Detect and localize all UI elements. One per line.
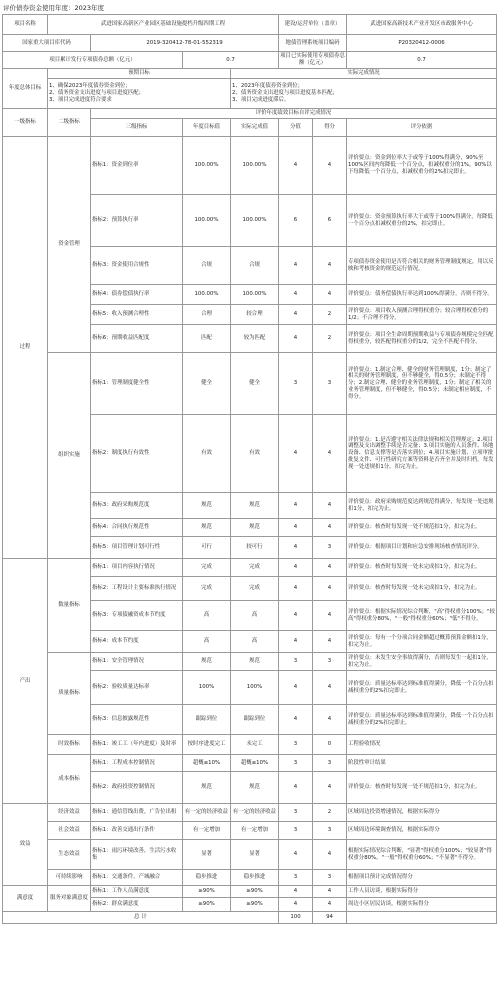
actual-value: 100%: [231, 671, 279, 705]
remark-text: 评价要点：1.制定合理、健全的财务管理制度，1分；制定了相关的财务管理制度，但不够健全，得0.5分；未制定不得分；2.制定合理、健全的业务管理制度，1分；制定了相关的业务管理制度，但不够健全，得0.5分；未制定相应制度，不得分。: [347, 353, 497, 415]
target-value: 合规: [183, 247, 231, 285]
got-value: 4: [313, 137, 347, 195]
indicator-name: 指标1：项目内容执行情况: [91, 559, 183, 577]
got-value: 3: [313, 870, 347, 886]
remark-header: 评分依据: [347, 119, 497, 137]
target-value: 100.00%: [183, 195, 231, 247]
target-value: 完成: [183, 577, 231, 601]
level2-header: 二级指标: [48, 109, 91, 137]
actual-value: 规范: [231, 493, 279, 519]
actual-header: 实际完成值: [231, 119, 279, 137]
indicator-name: 指标3：信息披露规范性: [91, 705, 183, 735]
total-remark: [347, 912, 497, 924]
indicator-name: 指标1：交通条件，产城融合: [91, 870, 183, 886]
target-header: 年度目标值: [183, 119, 231, 137]
table-row: [3, 886, 497, 898]
target-value: ≥90%: [183, 898, 231, 912]
actual-value: 有效: [231, 415, 279, 493]
remark-text: 评价要点：项目全生命周期预期收益与专项债券规模完全匹配得权重分，较匹配得权重分的1/2，完全不匹配不得分。: [347, 325, 497, 353]
indicator-name: 指标3：政府采购规范度: [91, 493, 183, 519]
score-value: 6: [279, 195, 313, 247]
actual-value: 未完工: [231, 735, 279, 755]
remark-text: 评价要点：质量达标率达到标准值得满分，降低一个百分点扣减权重分的2%扣完即止。: [347, 705, 497, 735]
target-value: 完成: [183, 559, 231, 577]
target-value: 规范: [183, 772, 231, 804]
table-row: [3, 755, 497, 772]
got-value: 4: [313, 415, 347, 493]
target-value: 健全: [183, 353, 231, 415]
score-value: 3: [279, 755, 313, 772]
actual-goal-text: 1、2023年度债券资金到位； 2、债务资金支出进度与项目进度基本匹配； 3、项目完成进度滞后。: [231, 79, 497, 109]
actual-value: 较可行: [231, 537, 279, 559]
project-code: 2019-320412-78-01-552319: [91, 35, 279, 52]
got-value: 2: [313, 305, 347, 325]
indicator-name: 指标4：合同执行规范性: [91, 519, 183, 537]
level1-cell: 效益: [3, 804, 48, 886]
actual-value: 100.00%: [231, 195, 279, 247]
remark-text: 评价要点：资金到位率大于或等于100%得满分，90%至100%区间内每降低一个百分点，扣减权重分的1%，90%以下每降低一个百分点，扣减权重分的2%扣完即止。: [347, 137, 497, 195]
actual-value: 规范: [231, 653, 279, 671]
actual-value: 健全: [231, 353, 279, 415]
score-header: 分值: [279, 119, 313, 137]
plan-goal-text: 1、确保2023年度债券资金到位； 2、债务资金支出进度与项目进度匹配； 3、项目完成进度符合要求: [48, 79, 231, 109]
indicator-name: 指标4：债券偿债执行率: [91, 285, 183, 305]
remark-text: 周边小区居民访谈，根据实际得分: [347, 898, 497, 912]
unit-label: 建设/运营单位（盖章）: [279, 15, 347, 35]
indicator-name: 指标1：通信管线出费，广告位出租: [91, 804, 183, 822]
indicator-name: 指标6：预期收益匹配度: [91, 325, 183, 353]
indicator-name: 指标1：改善交通出行条件: [91, 822, 183, 840]
annual-goal-label: 年度总体目标: [3, 69, 48, 109]
target-value: ≥90%: [183, 886, 231, 898]
actual-value: 完成: [231, 577, 279, 601]
indicator-name: 指标1：管理制度健全性: [91, 353, 183, 415]
score-value: 3: [279, 353, 313, 415]
got-value: 4: [313, 840, 347, 870]
remark-text: 区域周边环境调查情况，根据实际得分: [347, 822, 497, 840]
remark-text: 评价要点：核查时每发现一处不规范扣1分，扣完为止。: [347, 772, 497, 804]
remark-text: 评价要点：核查时每发现一处未完成扣1分，扣完为止。: [347, 577, 497, 601]
actual-value: 稳步推进: [231, 870, 279, 886]
level2-cell: 成本指标: [48, 755, 91, 804]
actual-value: 规范: [231, 519, 279, 537]
target-value: 跟踪到位: [183, 705, 231, 735]
score-value: 4: [279, 601, 313, 631]
remark-text: 评价要点：核查时每发现一处不规范扣1分，扣完为止。: [347, 519, 497, 537]
got-value: 2: [313, 325, 347, 353]
score-value: 4: [279, 886, 313, 898]
indicator-name: 指标2：制度执行有效性: [91, 415, 183, 493]
got-value: 4: [313, 577, 347, 601]
total-bond-value: 0.7: [183, 52, 279, 69]
remark-text: 评价要点：每有一个分项合同金额超过概算预算金额扣1分，扣完为止。: [347, 631, 497, 653]
remark-text: 阶段性审计结果: [347, 755, 497, 772]
target-value: 100.00%: [183, 285, 231, 305]
project-code-label: 国家重大项目库代码: [3, 35, 91, 52]
remark-text: 根据实际情况综合判断，"显著"得权重分100%；"较显著"得权重分80%，"一般"得权重分60%；"不显著"不得分。: [347, 840, 497, 870]
level2-cell: 经济效益: [48, 804, 91, 822]
remark-text: 评价要点：项目收入预测合理得权重分；较合理得权重分的1/2；不合理不得分。: [347, 305, 497, 325]
actual-value: 超概≤10%: [231, 755, 279, 772]
score-value: 3: [279, 822, 313, 840]
level1-cell: 满意度: [3, 886, 48, 912]
table-row: [3, 840, 497, 870]
got-value: 0: [313, 735, 347, 755]
remark-text: 工作人员访谈，根据实际得分: [347, 886, 497, 898]
score-value: 3: [279, 735, 313, 755]
got-value: 4: [313, 601, 347, 631]
level1-cell: 过程: [3, 137, 48, 559]
got-header: 得分: [313, 119, 347, 137]
total-bond-label: 项目累计发行专项债券总额（亿元）: [3, 52, 183, 69]
actual-value: 有一定的经济收益: [231, 804, 279, 822]
total-label: 总 计: [3, 912, 279, 924]
indicator-name: 指标1：雨污环境改善，生活污水收集: [91, 840, 183, 870]
remark-text: 评价要点：未发生安全事故得满分，否则每发生一起扣1分，扣完为止。: [347, 653, 497, 671]
target-value: 有效: [183, 415, 231, 493]
project-name: 武进国家高新区产业园区基础设施提档升级四期工程: [48, 15, 279, 35]
table-row: [3, 653, 497, 671]
got-value: 4: [313, 671, 347, 705]
got-value: 3: [313, 822, 347, 840]
remark-text: 评价要点：政府采购规范度达到规范得满分，每发现一处违规扣1分，扣完为止。: [347, 493, 497, 519]
score-value: 4: [279, 671, 313, 705]
target-value: 稳步推进: [183, 870, 231, 886]
actual-value: 跟踪到位: [231, 705, 279, 735]
score-value: 4: [279, 247, 313, 285]
score-value: 3: [279, 870, 313, 886]
level3-header: 三级指标: [91, 119, 183, 137]
table-row: [3, 559, 497, 577]
got-value: 3: [313, 755, 347, 772]
indicator-name: 指标2：工程设计主要标准执行情况: [91, 577, 183, 601]
fund-code: P20320412-0006: [347, 35, 497, 52]
unit-name: 武进国家高新技术产业开发区市政服务中心: [347, 15, 497, 35]
got-value: 4: [313, 886, 347, 898]
got-value: 4: [313, 519, 347, 537]
target-value: 100.00%: [183, 137, 231, 195]
section-header: 评价年度绩效目标自评完成情况: [91, 109, 497, 119]
got-value: 4: [313, 493, 347, 519]
got-value: 4: [313, 772, 347, 804]
level1-cell: 产出: [3, 559, 48, 804]
total-row: [3, 912, 497, 924]
target-value: 有一定的经济收益: [183, 804, 231, 822]
target-value: 有一定增加: [183, 822, 231, 840]
target-value: 高: [183, 631, 231, 653]
score-value: 4: [279, 705, 313, 735]
score-value: 4: [279, 577, 313, 601]
actual-value: 完成: [231, 559, 279, 577]
level2-cell: 社会效益: [48, 822, 91, 840]
indicator-name: 指标4：成本节约度: [91, 631, 183, 653]
indicator-name: 指标1：竣工工（年内进度）及时率: [91, 735, 183, 755]
target-value: 匹配: [183, 325, 231, 353]
score-value: 3: [279, 653, 313, 671]
total-got: 94: [313, 912, 347, 924]
actual-value: 规范: [231, 772, 279, 804]
level1-header: 一级指标: [3, 109, 48, 137]
target-value: 规范: [183, 493, 231, 519]
actual-value: 合规: [231, 247, 279, 285]
actual-goal-header: 实际完成情况: [231, 69, 497, 79]
level2-cell: 资金管理: [48, 137, 91, 353]
target-value: 超概≤10%: [183, 755, 231, 772]
score-value: 4: [279, 415, 313, 493]
fund-code-label: 地债管理系统项目编码: [279, 35, 347, 52]
got-value: 3: [313, 537, 347, 559]
got-value: 4: [313, 285, 347, 305]
score-value: 4: [279, 840, 313, 870]
got-value: 4: [313, 705, 347, 735]
score-value: 4: [279, 285, 313, 305]
score-value: 4: [279, 137, 313, 195]
project-name-label: 项目名称: [3, 15, 48, 35]
score-value: 4: [279, 898, 313, 912]
indicator-name: 指标1：资金到位率: [91, 137, 183, 195]
got-value: 2: [313, 804, 347, 822]
remark-text: 评价要点：根据实际情况综合判断，"高"得权重分100%；"较高"得权重分80%，"一般"得权重分60%；"低"不得分。: [347, 601, 497, 631]
actual-value: 100.00%: [231, 285, 279, 305]
table-row: [3, 804, 497, 822]
actual-value: 有一定增加: [231, 822, 279, 840]
target-value: 规范: [183, 519, 231, 537]
level2-cell: 质量指标: [48, 653, 91, 735]
actual-value: 较为匹配: [231, 325, 279, 353]
indicator-name: 指标2：预算执行率: [91, 195, 183, 247]
remark-text: 评价要点：资金预算执行率大于或等于100%得满分，每降低一个百分点扣减权重分的2%，扣完即止。: [347, 195, 497, 247]
remark-text: 评价要点：1.是否遵守相关法律法规和相关管理规定；2.项目调整及支出调整手续是否完备；3.项目实施的人员条件、场地设备、信息支撑等是否落实到位；4.项目实施计划、立项审批批复文件、可行性研究方案等资料是否齐全并及时归档。每发现一处违规扣1分，扣完为止。: [347, 415, 497, 493]
remark-text: 评价要点：核查时每发现一处未完成扣1分，扣完为止。: [347, 559, 497, 577]
level2-cell: 服务对象满意度: [48, 886, 91, 912]
remark-text: 评价要点：质量达标率达到标准值得满分，降低一个百分点扣减权重分的2%扣完即止。: [347, 671, 497, 705]
score-value: 4: [279, 772, 313, 804]
level2-cell: 时效指标: [48, 735, 91, 755]
indicator-name: 指标1：工程成本控制情况: [91, 755, 183, 772]
actual-value: 较合理: [231, 305, 279, 325]
actual-value: ≥90%: [231, 898, 279, 912]
remark-text: 区域周边投资增速情况，根据实际得分: [347, 804, 497, 822]
target-value: 按时序进度完工: [183, 735, 231, 755]
plan-goal-header: 预期目标: [48, 69, 231, 79]
got-value: 3: [313, 353, 347, 415]
remark-text: 工程验收情况: [347, 735, 497, 755]
indicator-name: 指标5：收入预测合理性: [91, 305, 183, 325]
actual-value: 高: [231, 631, 279, 653]
used-bond-value: 0.7: [347, 52, 497, 69]
level2-cell: 数量指标: [48, 559, 91, 653]
level2-cell: 生态效益: [48, 840, 91, 870]
total-score: 100: [279, 912, 313, 924]
table-row: [3, 735, 497, 755]
level2-cell: 可持续影响: [48, 870, 91, 886]
got-value: 6: [313, 195, 347, 247]
page-title: 评价债券资金使用年度：2023年度: [3, 4, 105, 12]
indicator-name: 指标3：专项债融资成本节约度: [91, 601, 183, 631]
indicator-name: 指标5：项目管理计划可行性: [91, 537, 183, 559]
got-value: 3: [313, 653, 347, 671]
used-bond-label: 项目已实际使用专项债券总额（亿元）: [279, 52, 347, 69]
target-value: 显著: [183, 840, 231, 870]
target-value: 规范: [183, 653, 231, 671]
target-value: 100%: [183, 671, 231, 705]
score-value: 4: [279, 537, 313, 559]
got-value: 4: [313, 247, 347, 285]
actual-value: ≥90%: [231, 886, 279, 898]
actual-value: 100.00%: [231, 137, 279, 195]
score-value: 4: [279, 325, 313, 353]
actual-value: 显著: [231, 840, 279, 870]
score-value: 4: [279, 305, 313, 325]
actual-value: 高: [231, 601, 279, 631]
got-value: 4: [313, 631, 347, 653]
table-row: [3, 353, 497, 415]
score-value: 4: [279, 519, 313, 537]
evaluation-table: [2, 14, 497, 924]
table-row: [3, 822, 497, 840]
score-value: 4: [279, 559, 313, 577]
score-value: 3: [279, 804, 313, 822]
got-value: 4: [313, 559, 347, 577]
remark-text: 评价要点：根据项目计划和应急安排现场核查情况评分。: [347, 537, 497, 559]
target-value: 可行: [183, 537, 231, 559]
indicator-name: 指标3：资金使用合规性: [91, 247, 183, 285]
score-value: 4: [279, 631, 313, 653]
table-row: [3, 870, 497, 886]
indicator-name: 指标1：安全管理情况: [91, 653, 183, 671]
table-row: [3, 137, 497, 195]
got-value: 4: [313, 898, 347, 912]
remark-text: 评价要点：债务偿债执行率达到100%得满分，否则不得分。: [347, 285, 497, 305]
target-value: 高: [183, 601, 231, 631]
indicator-name: 指标2：政府投资控制情况: [91, 772, 183, 804]
indicator-name: 指标2：验收质量达标率: [91, 671, 183, 705]
remark-text: 根据项目预计完成情况得分: [347, 870, 497, 886]
level2-cell: 组织实施: [48, 353, 91, 559]
indicator-name: 指标2：群众满意度: [91, 898, 183, 912]
indicator-name: 指标1：工作人员满意度: [91, 886, 183, 898]
score-value: 4: [279, 493, 313, 519]
remark-text: 专项债券资金使用是否符合相关的财务管理制度规定，用以反映和考核资金的规范运行情况。: [347, 247, 497, 285]
target-value: 合理: [183, 305, 231, 325]
